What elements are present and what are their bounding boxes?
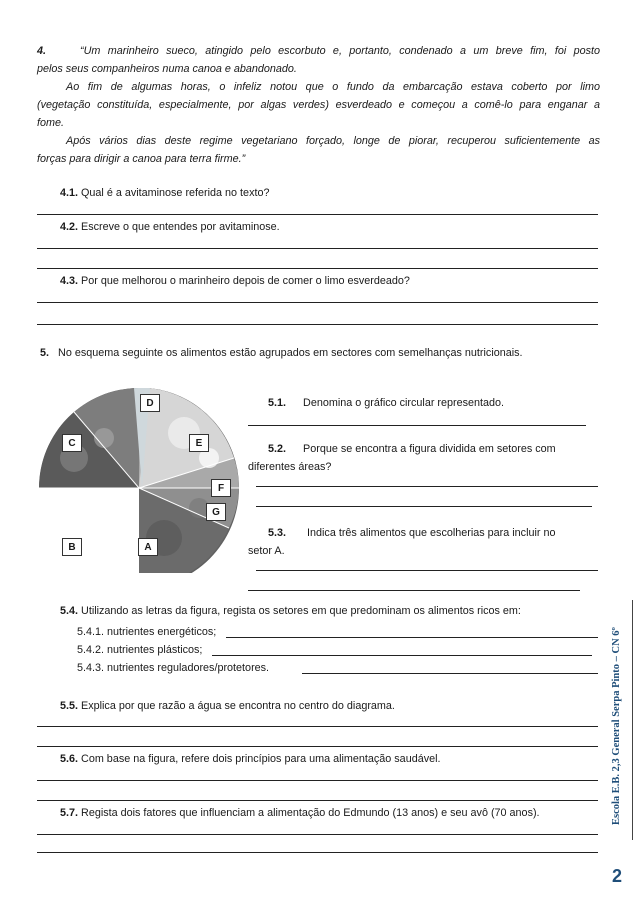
q41 [60,186,269,201]
q42-text: Escreve o que entendes por avitaminose. [81,221,280,233]
q54-text: Utilizando as letras da figura, regista os setores em que predominam os alimentos ricos em: [81,605,521,617]
sector-b [39,488,139,573]
q4-number: 4. [37,45,47,57]
q56-text: Com base na figura, refere dois princípios para uma alimentação saudável. [81,753,441,765]
q5-intro [40,346,523,361]
q4-p3-line2: forças para dirigir a canoa para terra firme.” [37,153,246,165]
q56 [60,752,441,767]
answer-line-q56-1[interactable] [37,780,598,781]
q4-p1-line2: pelos seus companheiros numa canoa e abandonado. [37,63,297,75]
q51-number: 5.1. [268,397,287,409]
q54-number: 5.4. [60,605,79,617]
label-e: E [189,434,209,452]
q55-text: Explica por que razão a água se encontra no centro do diagrama. [81,700,395,712]
q57-number: 5.7. [60,807,79,819]
answer-line-q57-1[interactable] [37,834,598,835]
q4-p2-line3: fome. [37,117,65,129]
q5-intro-text: No esquema seguinte os alimentos estão agrupados em sectores com semelhanças nutricionais. [58,347,523,359]
page-number: 2 [612,866,623,886]
answer-line-q543[interactable] [302,673,598,674]
q52-number: 5.2. [268,443,287,455]
q4-p2-line1: Ao fim de algumas horas, o infeliz notou que o fundo da embarcação estava coberto por limo [66,81,600,93]
q4-p3-line1: Após vários dias deste regime vegetariano forçado, longe de piorar, recuperou suficientemente as [66,135,600,147]
q543: 5.4.3. nutrientes reguladores/protetores. [77,662,270,674]
q41-text: Qual é a avitaminose referida no texto? [81,187,270,199]
q5-number: 5. [40,347,50,359]
label-g: G [206,503,226,521]
q56-number: 5.6. [60,753,79,765]
q42 [60,220,280,235]
q4-p1-line1: “Um marinheiro sueco, atingido pelo escorbuto e, portanto, condenado a um breve fim, foi posto [80,45,600,57]
label-f: F [211,479,231,497]
q51 [268,396,504,411]
label-c: C [62,434,82,452]
margin-rule [632,600,633,840]
answer-line-q55-2[interactable] [37,746,598,747]
q52-line1 [268,442,598,457]
q57-text: Regista dois fatores que influenciam a alimentação do Edmundo (13 anos) e seu avô (70 anos). [81,807,540,819]
answer-line-q542[interactable] [212,655,592,656]
q53-text-line2: setor A. [248,545,285,557]
answer-line-q53-1[interactable] [256,570,598,571]
q55 [60,699,395,714]
q53-line1 [268,526,555,541]
answer-line-q52-2[interactable] [256,506,592,507]
answer-line-q56-2[interactable] [37,800,598,801]
q43-text: Por que melhorou o marinheiro depois de comer o limo esverdeado? [81,275,410,287]
q53-text-line1: Indica três alimentos que escolherias para incluir no [307,527,556,539]
q43 [60,274,410,289]
answer-line-q41[interactable] [37,214,598,215]
q52-text-line1: Porque se encontra a figura dividida em setores com [303,443,556,455]
answer-line-q57-2[interactable] [37,852,598,853]
label-b: B [62,538,82,556]
answer-line-q42-2[interactable] [37,268,598,269]
answer-line-q52-1[interactable] [256,486,598,487]
q57 [60,806,540,821]
q52-text-line2: diferentes áreas? [248,461,332,473]
q541: 5.4.1. nutrientes energéticos; [77,626,217,638]
q43-number: 4.3. [60,275,79,287]
answer-line-q55-1[interactable] [37,726,598,727]
answer-line-q541[interactable] [226,637,598,638]
food-wheel-diagram [34,388,244,573]
answer-line-q53-2[interactable] [248,590,580,591]
q51-text: Denomina o gráfico circular representado. [303,397,505,409]
answer-line-q43-1[interactable] [37,302,598,303]
q54 [60,604,521,619]
q53-number: 5.3. [268,527,287,539]
q4-p2-line2: (vegetação constituída, especialmente, por algas verdes) esverdeado e começou a comê-lo para enganar a [37,99,600,111]
label-d: D [140,394,160,412]
school-name: Escola E.B. 2,3 General Serpa Pinto – CN 6º [611,627,622,826]
q542: 5.4.2. nutrientes plásticos; [77,644,203,656]
q55-number: 5.5. [60,700,79,712]
q42-number: 4.2. [60,221,79,233]
q41-number: 4.1. [60,187,79,199]
label-a: A [138,538,158,556]
answer-line-q42-1[interactable] [37,248,598,249]
answer-line-q43-2[interactable] [37,324,598,325]
answer-line-q51[interactable] [248,425,586,426]
